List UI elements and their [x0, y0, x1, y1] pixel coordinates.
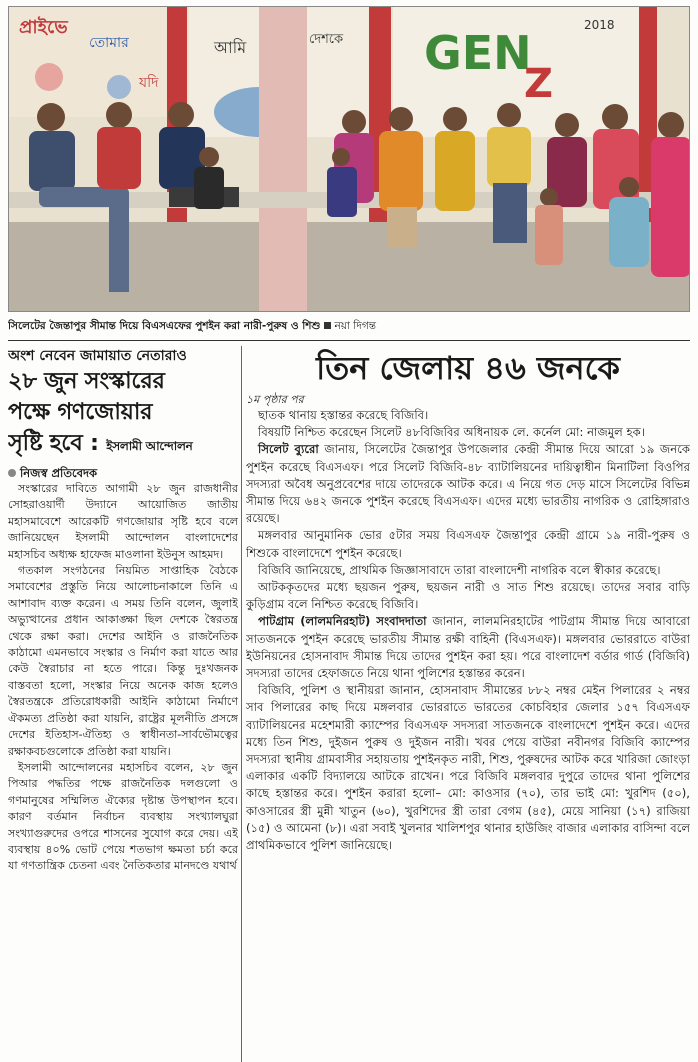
- wall-text-gen: GEN: [424, 26, 532, 80]
- wall-text-year: 2018: [584, 18, 615, 32]
- caption-text: সিলেটের জৈন্তাপুর সীমান্ত দিয়ে বিএসএফের পুশইন করা নারী-পুরুষ ও শিশু: [8, 320, 321, 332]
- wall-text-3: আমি: [214, 38, 247, 57]
- photo-illustration: [9, 7, 690, 312]
- left-headline-line3: সৃষ্টি হবে :: [8, 430, 99, 456]
- column-divider: [241, 346, 242, 1062]
- right-paragraph-2: বিষয়টি নিশ্চিত করেছেন সিলেট ৪৮বিজিবির অধিনায়ক লে. কর্নেল মো: নাজমুল হক।: [258, 425, 645, 440]
- right-paragraph-6: আটককৃতদের মধ্যে ছয়জন পুরুষ, ছয়জন নারী ও সাত শিশু রয়েছে। তাদের সবার বাড়ি কুড়িগ্রাম বলে নিশ্চিত করেছে বিজিবি।: [246, 580, 690, 612]
- left-byline-text: নিজস্ব প্রতিবেদক: [20, 466, 98, 480]
- right-paragraph-3: সিলেট ব্যুরো জানায়, সিলেটের জৈন্তাপুর উপজেলার কেন্দ্রী সীমান্ত দিয়ে আরো ১৯ জনকে পুশইন করেছে বিএসএফ। পরে সিলেট বিজিবি-৪৮ ব্যাটালিয়নের দায়িত্বাধীন মিনাটিলা বিওপির সদস্যরা অবৈধ অনুপ্রবেশের দায়ে তাদেরকে আটক করে। এ নিয়ে গত দেড় মাসে সিলেটের বিভিন্ন সীমান্ত দিয়ে ৬৪২ জনকে পুশইন করেছে বিএসএফ। এদের মধ্যে ভারতীয় নাগরিক ও রোহিঙ্গারাও রয়েছে।: [246, 442, 690, 526]
- left-article: [8, 346, 238, 1062]
- news-photo: [8, 6, 690, 312]
- right-article: [246, 346, 690, 1062]
- caption-source: নয়া দিগন্ত: [334, 320, 376, 332]
- photo-caption: [8, 316, 690, 336]
- left-headline-line1: ২৮ জুন সংস্কারের: [8, 368, 165, 394]
- left-headline-tail: ইসলামী আন্দোলন: [106, 439, 193, 453]
- square-icon: [324, 322, 331, 329]
- wall-text-5: যদি: [139, 75, 159, 91]
- right-paragraph-8: বিজিবি, পুলিশ ও স্থানীয়রা জানান, হোসনাবাদ সীমান্তের ৮৮২ নম্বর মেইন পিলারের ২ নম্বর সাব পিলারের কাছ দিয়ে মঙ্গলবার ভোররাতে ভারতের কোচবিহার জেলার ১৫৭ বিএসএফ ব্যাটালিয়নের মহেশমারী ক্যাম্পের বিএসএফ সদস্যরা সাতজনকে বাংলাদেশে পুশইন করে। এদের মধ্যে তিন শিশু, দুইজন পুরুষ ও দুইজন নারী। খবর পেয়ে বাউরা নবীনগর বিজিবি ক্যাম্পের সদস্যরা স্থানীয় গ্রামবাসীর সহায়তায় পুশইনকৃত নারী, শিশু, পুরুষদের আটক করে খারিজা জোংড়া এলাকার একটি বিদ্যালয়ে আটকে রাখেন। পরে বিজিবি মঙ্গলবার দুপুরে তাদের থানা পুলিশের কাছে হস্তান্তর করে। পুশইন করারা হলো– মো: কাওসার (৭০), তার ভাই মো: খুরশিদ (৫০), কাওসারের স্ত্রী মুন্নী খাতুন (৬০), খুরশিদের স্ত্রী তারা বেগম (৪৫), মেয়ে সানিয়া (১৭) রাজিয়া (১৫) ও আমেনা (৮)। এরা সবাই খুলনার খালিশপুর থানার হাউজিং বাজার এলাকার বাসিন্দা বলে প্রাথমিকভাবে পুলিশ জানিয়েছে।: [246, 683, 690, 853]
- wall-text-4: দেশকে: [309, 32, 344, 47]
- bullet-icon: [8, 469, 16, 477]
- left-byline: [8, 465, 238, 481]
- right-paragraph-4: মঙ্গলবার আনুমানিক ভোর ৫টার সময় বিএসএফ জৈন্তাপুর কেন্দ্রী গ্রামে ১৯ নারী-পুরুষ ও শিশুকে বাংলাদেশে পুশইন করেছে।: [246, 528, 690, 560]
- right-paragraph-7: পাটগ্রাম (লালমনিরহাট) সংবাদদাতা জানান, লালমনিরহাটের পাটগ্রাম সীমান্ত দিয়ে আবারো সাতজনকে পুশইন করেছে ভারতীয় সীমান্ত রক্ষী বাহিনী (বিএসএফ)। মঙ্গলবার ভোররাতে বাউরা ইউনিয়নের হোসনাবাদ সীমান্ত দিয়ে তাদের পুশইন করা হয়। পরে বাংলাদেশ বর্ডার গার্ড (বিজিবি) সদস্যরা তাদের হেফাজতে নিয়ে থানা পুলিশের হস্তান্তর করেন।: [246, 614, 690, 681]
- left-paragraph-2: গতকাল সংগঠনের নিয়মিত সাপ্তাহিক বৈঠকে সমাবেশের প্রস্তুতি নিয়ে আলোচনাকালে তিনি এ আশাবাদ ব্যক্ত করেন। এ সময় তিনি বলেন, জুলাই অভ্যুত্থানের প্রধান আকাঙ্ক্ষা ছিল দেশকে স্বৈরতন্ত্র থেকে রক্ষা করা। দেশের আইনি ও রাজনৈতিক কাঠামো এমনভাবে সংস্কার ও নির্মাণ করা যাতে আর কেউ স্বৈরাচার না হতে পারে। কিন্তু দুঃখজনক বাস্তবতা হলো, সংস্কার নিয়ে অনেক কাজ হলেও স্বৈরতন্ত্রকে প্রতিরোধকারী আইনি কাঠামো নির্মাণে ঐকমত্য প্রতিষ্ঠা করা যায়নি, রাষ্ট্রের মূলনীতি প্রসঙ্গে দেশের ইতিহাস-ঐতিহ্য ও স্বাধীনতা-সার্বভৌমত্বের রক্ষাকবচগুলোকে প্রতিষ্ঠা করা যায়নি।: [8, 564, 238, 758]
- continued-from: ১ম পৃষ্ঠার পর: [246, 393, 304, 406]
- left-headline: [8, 366, 238, 462]
- left-headline-line2: পক্ষে গণজোয়ার: [8, 399, 153, 425]
- left-paragraph-3: ইসলামী আন্দোলনের মহাসচিব বলেন, ২৮ জুন পিআর পদ্ধতির পক্ষে রাজনৈতিক দলগুলো ও গণমানুষের সম্মিলিত ঐক্যের দৃষ্টান্ত উপস্থাপন হবে। কারণ বর্তমান নির্বাচন ব্যবস্থায় সংখ্যালঘুরা সংখ্যাগুরুদের ওপরে শাসনের সুযোগ করে দেয়। এই ব্যবস্থায় ৪০% ভোট পেয়ে শতভাগ ক্ষমতা চর্চা করে যা গণতান্ত্রিক চেতনা এবং নৈতিকতার মানদণ্ডে যথার্থ: [8, 760, 238, 873]
- wall-text-z: Z: [524, 61, 554, 107]
- right-paragraph-5: বিজিবি জানিয়েছে, প্রাথমিক জিজ্ঞাসাবাদে তারা বাংলাদেশী নাগরিক বলে স্বীকার করেছে।: [258, 562, 661, 577]
- section-divider: [8, 340, 690, 341]
- right-paragraph-1: ছাতক থানায় হস্তান্তর করেছে বিজিবি।: [258, 408, 429, 422]
- left-paragraph-1: সংস্কারের দাবিতে আগামী ২৮ জুন রাজধানীর সোহরাওয়ার্দী উদ্যানে আয়োজিত জাতীয় মহাসমাবেশে আরেকটি গণজোয়ার সৃষ্টি হবে বলে জানিয়েছেন ইসলামী আন্দোলন বাংলাদেশের মহাসচিব অধ্যক্ষ হাফেজ মাওলানা ইউনুস আহমদ।: [8, 482, 238, 561]
- right-headline: তিন জেলায় ৪৬ জনকে: [316, 349, 620, 387]
- left-kicker: অংশ নেবেন জামায়াত নেতারাও: [8, 348, 187, 364]
- wall-text-2: তোমার: [89, 35, 129, 51]
- wall-text-1: প্রাইভে: [19, 17, 68, 38]
